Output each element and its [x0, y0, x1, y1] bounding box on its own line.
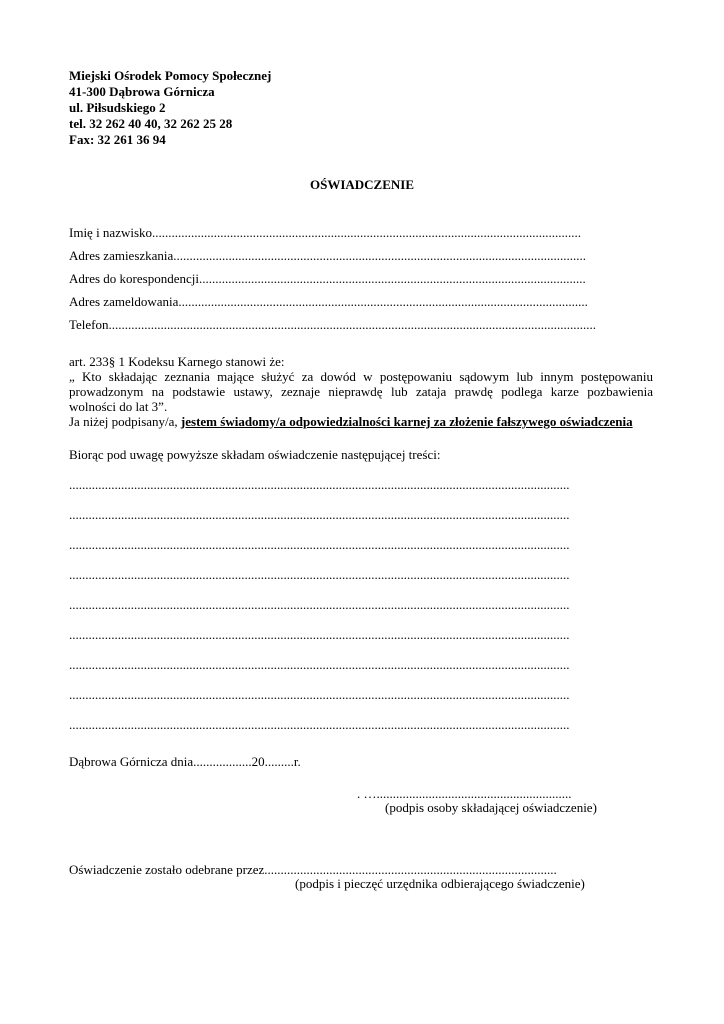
registration-address-field: Adres zameldowania.............................................................................................................................. — [69, 294, 588, 309]
statement-line: .......................................................................................................................................................... — [69, 568, 570, 582]
institution-phone: tel. 32 262 40 40, 32 262 25 28 — [69, 116, 233, 131]
statement-line: .......................................................................................................................................................... — [69, 478, 570, 492]
correspondence-address-field: Adres do korespondencji....................................................................................................................... — [69, 271, 586, 286]
residence-address-field: Adres zamieszkania............................................................................................................................... — [69, 248, 587, 263]
statement-line: .......................................................................................................................................................... — [69, 688, 570, 702]
statement-intro: Biorąc pod uwagę powyższe składam oświadczenie następującej treści: — [69, 447, 441, 462]
institution-city: 41-300 Dąbrowa Górnicza — [69, 84, 215, 99]
signature-caption: (podpis osoby składającej oświadczenie) — [385, 800, 597, 815]
document-title: OŚWIADCZENIE — [309, 177, 415, 192]
statement-line: .......................................................................................................................................................... — [69, 718, 570, 732]
article-quote-line-1: „ Kto składając zeznania mające służyć za dowód w postępowaniu sądowym lub innym postępowaniu — [69, 369, 653, 384]
awareness-prefix: Ja niżej podpisany/a, — [69, 414, 181, 429]
legal-notice — [69, 354, 653, 429]
institution-street: ul. Piłsudskiego 2 — [69, 100, 166, 115]
article-quote-line-2: prowadzonym na podstawie ustawy, zeznaje nieprawdę lub zataja prawdę podlega karze pozbawienia — [69, 384, 653, 399]
statement-line: .......................................................................................................................................................... — [69, 628, 570, 642]
name-field: Imię i nazwisko.................................................................................................................................... — [69, 225, 582, 240]
awareness-statement: jestem świadomy/a odpowiedzialności karnej za złożenie fałszywego oświadczenia — [180, 414, 633, 429]
institution-header — [69, 68, 271, 148]
place-and-date: Dąbrowa Górnicza dnia..................20.........r. — [69, 754, 301, 769]
article-reference: art. 233§ 1 Kodeksu Karnego stanowi że: — [69, 354, 285, 369]
received-by-line: Oświadczenie zostało odebrane przez.......................................................................................... — [69, 862, 557, 877]
signature-line: . …............................................................ — [357, 786, 572, 801]
institution-name: Miejski Ośrodek Pomocy Społecznej — [69, 68, 272, 83]
statement-line: .......................................................................................................................................................... — [69, 598, 570, 612]
statement-line: .......................................................................................................................................................... — [69, 508, 570, 522]
statement-line: .......................................................................................................................................................... — [69, 658, 570, 672]
awareness-declaration — [69, 414, 653, 429]
statement-line: .......................................................................................................................................................... — [69, 538, 570, 552]
article-quote-line-3: wolności do lat 3”. — [69, 399, 168, 414]
official-signature-caption: (podpis i pieczęć urzędnika odbierającego świadczenie) — [295, 876, 585, 891]
institution-fax: Fax: 32 261 36 94 — [69, 132, 166, 147]
phone-field: Telefon...................................................................................................................................................... — [69, 317, 597, 332]
